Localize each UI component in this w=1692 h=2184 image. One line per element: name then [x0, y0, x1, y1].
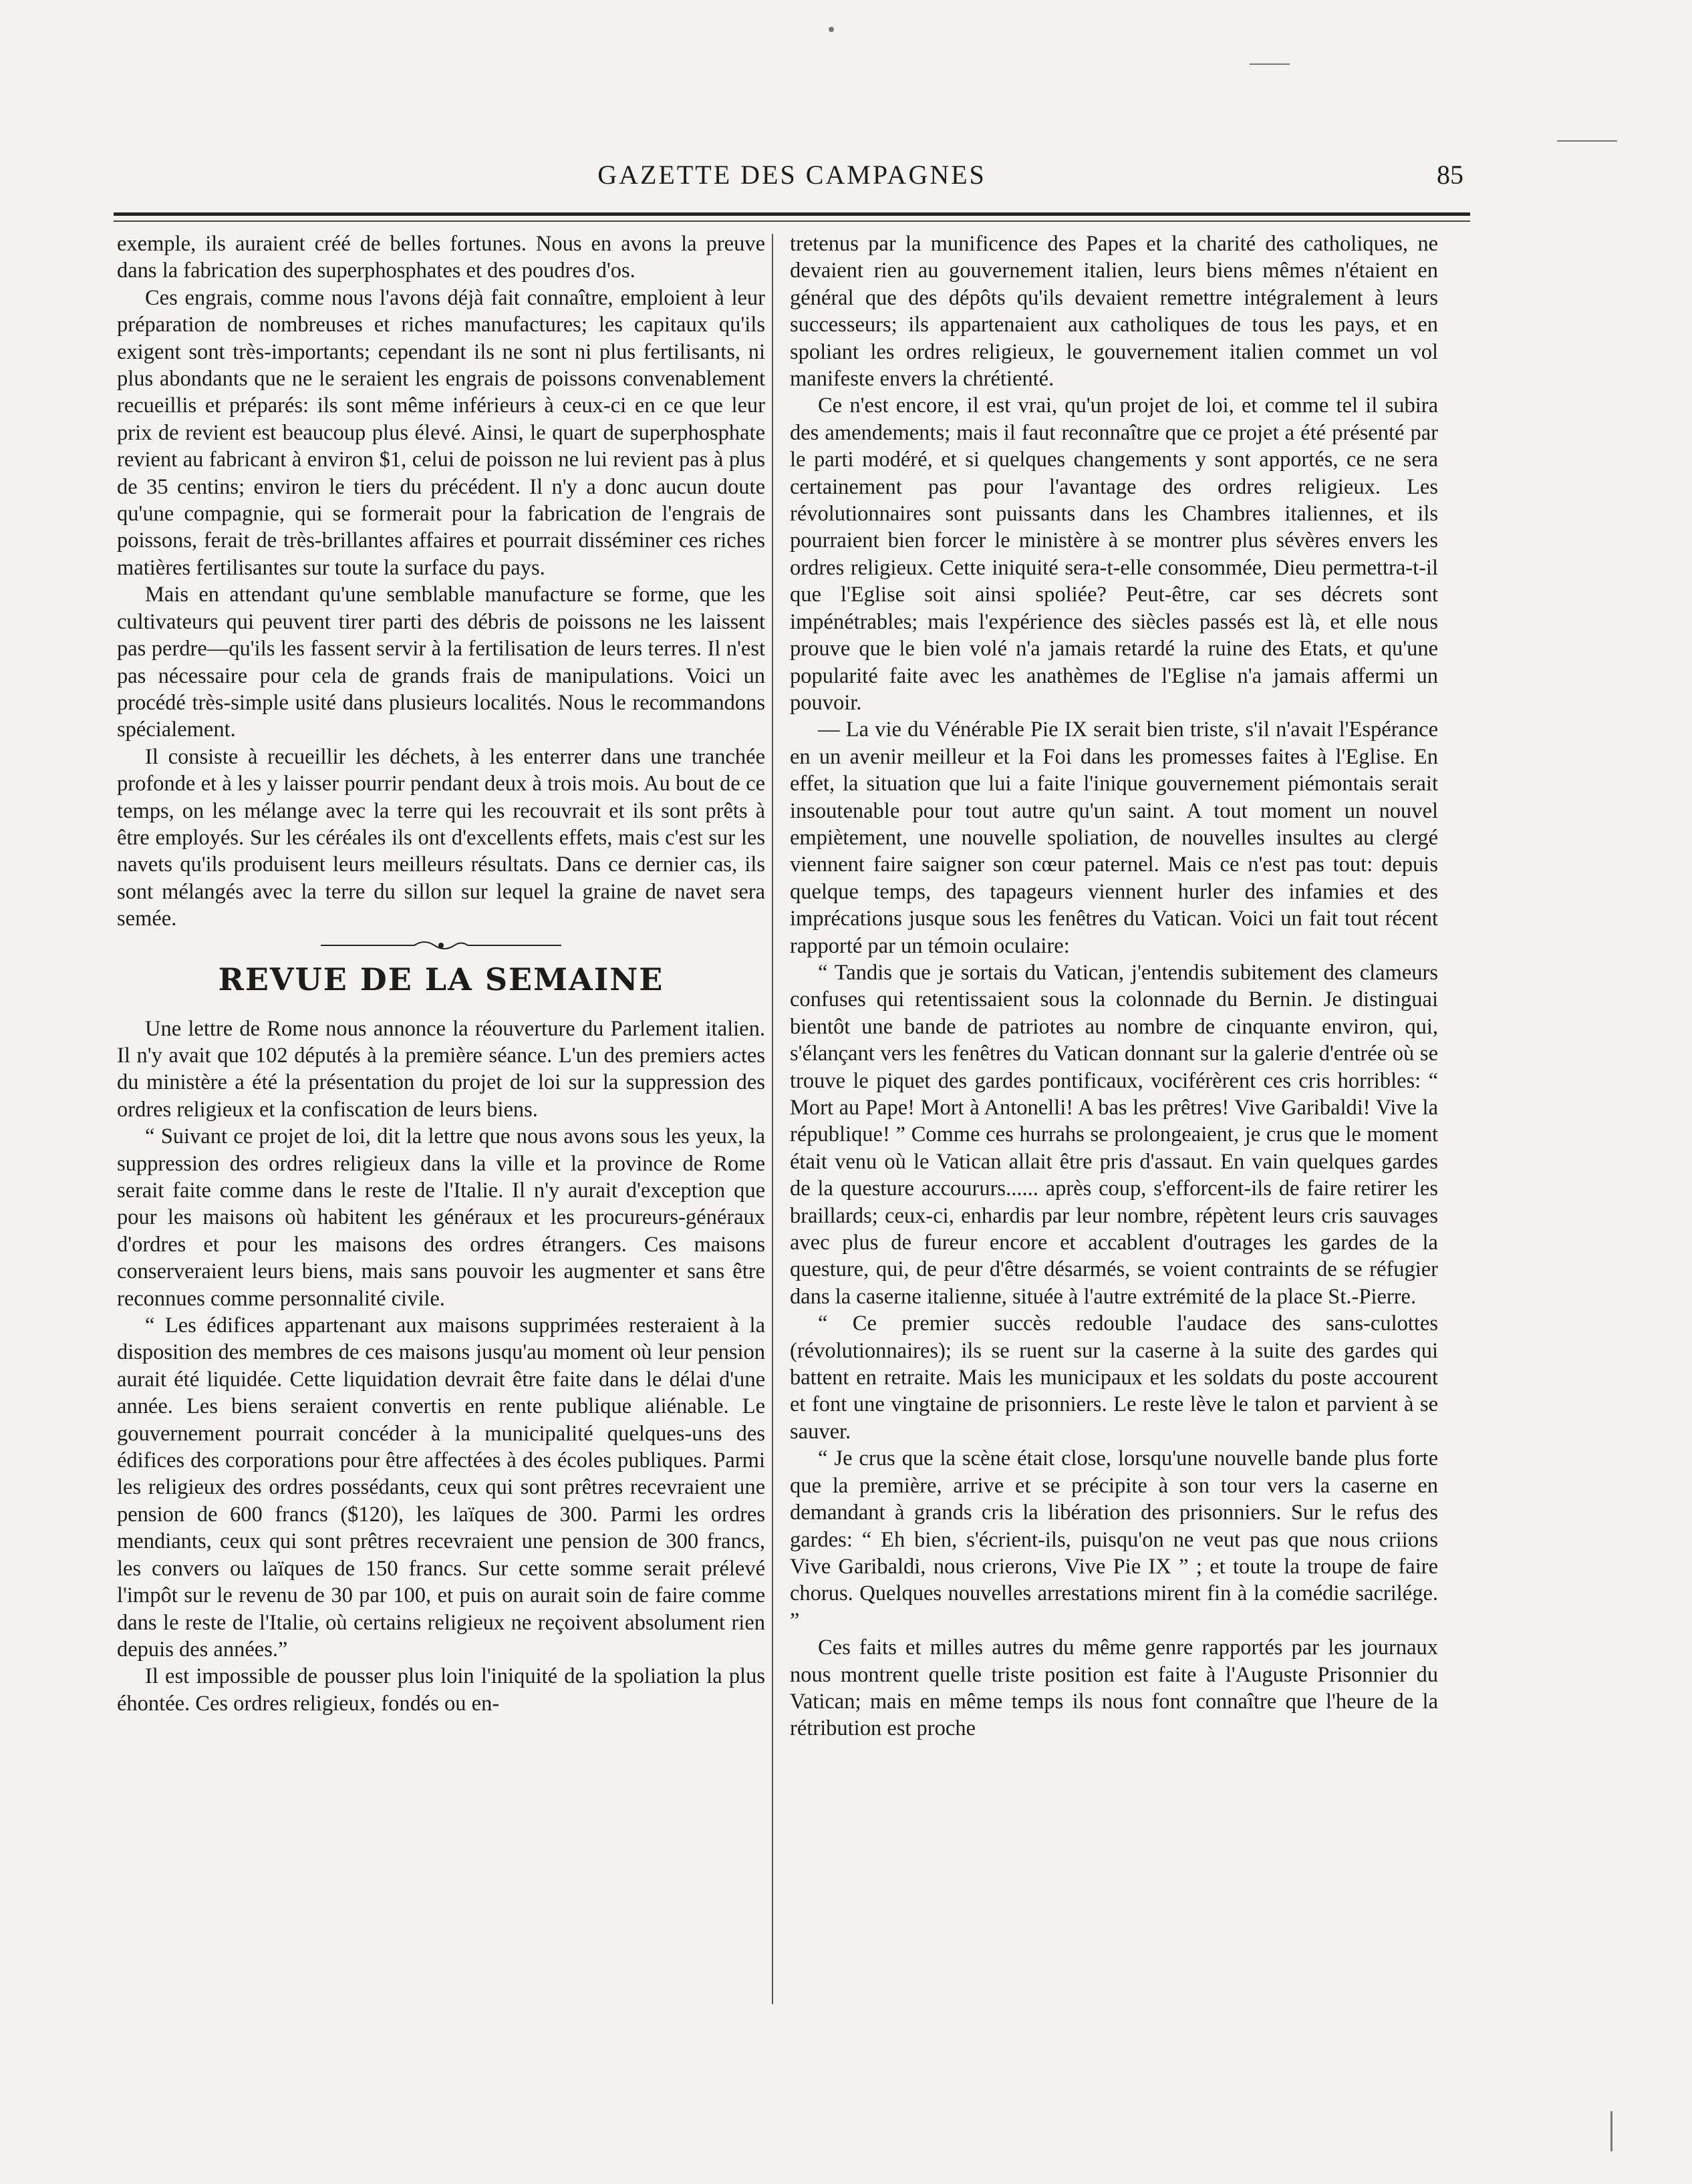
paragraph: Une lettre de Rome nous annonce la réouverture du Parlement italien. Il n'y avait que 102 députés à la première séance. L'un des premiers actes du ministère a été la présentation du projet de loi sur la suppression des ordres religieux et la confiscation de leurs biens.: [117, 1016, 765, 1122]
paragraph: — La vie du Vénérable Pie IX serait bien triste, s'il n'avait l'Espérance en un avenir meilleur et la Foi dans les promesses faites à l'Eglise. En effet, la situation que lui a faite l'inique gouvernement piémontais serait insoutenable pour tout autre qu'un saint. A tout moment un nouvel empiètement, une nouvelle spoliation, de nouvelles insultes au clergé viennent faire saigner son cœur paternel. Mais ce n'est pas tout: depuis quelque temps, des tapageurs viennent hurler des infamies et des imprécations jusque sous les fenêtres du Vatican. Voici un fait tout récent rapporté par un témoin oculaire:: [790, 718, 1438, 958]
page-number: 85: [1437, 160, 1463, 190]
paragraph: Mais en attendant qu'une semblable manufacture se forme, que les cultivateurs qui peuvent tirer parti des débris de poissons ne les laissent pas perdre—qu'ils les fassent servir à la fertilisation de leurs terres. Il n'est pas nécessaire pour cela de grands frais de manipulations. Voici un procédé très-simple usité dans plusieurs localités. Nous le recommandons spécialement.: [117, 583, 765, 742]
paragraph: Ces engrais, comme nous l'avons déjà fait connaître, emploient à leur préparation de nombreuses et riches manufactures; les capitaux qu'ils exigent sont très-importants; cependant ils ne sont ni plus fertilisants, ni plus abondants que ne le seraient les engrais de poissons convenablement recueillis et préparés: ils sont même inférieurs à ceux-ci en ce que leur prix de revient est beaucoup plus élevé. Ainsi, le quart de superphosphate revient au fabricant à environ $1, celui de poisson ne lui revient pas à plus de 35 centins; environ le tiers du précédent. Il n'y a donc aucun doute qu'une compagnie, qui se formerait pour la fabrication de l'engrais de poissons, ferait de très-brillantes affaires et pourrait disséminer ces riches matières fertilisantes sur toute la surface du pays.: [117, 285, 765, 580]
paragraph: “ Tandis que je sortais du Vatican, j'entendis subitement des clameurs confuses qui retentissaient sous la colonnade du Bernin. Je distinguai bientôt une bande de patriotes au nombre de cinquante environ, qui, s'élançant vers les fenêtres du Vatican donnant sur la galerie d'entrée où se trouve le piquet des gardes pontificaux, vociférèrent ces cris horribles: “ Mort au Pape! Mort à Antonelli! A bas les prêtres! Vive Garibaldi! Vive la république! ” Comme ces hurrahs se prolongeaient, je crus que le moment était venu où le Vatican allait être pris d'assaut. En vain quelques gardes de la questure accoururs...... après coup, s'efforcent-ils de faire retirer les braillards; ceux-ci, enhardis par leur nombre, répètent leurs cris sauvages avec plus de fureur encore et accablent d'outrages les gardes de la questure, qui, de peur d'être désarmés, se voient contraints de se réfugier dans la caserne italienne, située à l'autre extrémité de la place St.-Pierre.: [790, 960, 1438, 1309]
paragraph: exemple, ils auraient créé de belles fortunes. Nous en avons la preuve dans la fabrication des superphosphates et des poudres d'os.: [117, 232, 765, 283]
scan-speck: [829, 27, 834, 32]
paragraph: tretenus par la munificence des Papes et la charité des catholiques, ne devaient rien au gouvernement italien, leurs biens mêmes n'étaient en général que des dépôts qu'ils devaient remettre intégralement à leurs successeurs; ils appartenaient aux catholiques de tous les pays, et en spoliant les ordres religieux, le gouvernement italien commet un vol manifeste envers la chrétienté.: [790, 232, 1438, 392]
ornament-divider: [314, 937, 568, 954]
paragraph: “ Je crus que la scène était close, lorsqu'une nouvelle bande plus forte que la première, arrive et se précipite à son tour vers la caserne en demandant à grands cris la libération des prisonniers. Sur le refus des gardes: “ Eh bien, s'écrient-ils, puisqu'on ne veut pas que nous criions Vive Garibaldi, nous crierons, Vive Pie IX ” ; et toute la troupe de faire chorus. Quelques nouvelles arrestations mirent fin à la comédie sacrilége. ”: [790, 1446, 1438, 1633]
newspaper-title: GAZETTE DES CAMPAGNES: [597, 160, 986, 190]
paragraph: Ce n'est encore, il est vrai, qu'un projet de loi, et comme tel il subira des amendements; mais il faut reconnaître que ce projet a été présenté par le parti modéré, et si quelques changements y sont apportés, ce ne sera certainement pas pour l'avantage des ordres religieux. Les révolutionnaires sont puissants dans les Chambres italiennes, et ils pourraient bien forcer le ministère à se montrer plus sévères envers les ordres religieux. Cette iniquité sera-t-elle consommée, Dieu permettra-t-il que l'Eglise soit ainsi spoliée? Peut-être, car ses décrets sont impénétrables; mais l'expérience des siècles passés est là, et elle nous prouve que le bien volé n'a jamais retardé la ruine des Etats, et qu'une popularité faite avec les anathèmes de l'Eglise n'a jamais affermi un pouvoir.: [790, 394, 1438, 715]
header-rule-thin: [114, 220, 1470, 222]
paragraph: “ Suivant ce projet de loi, dit la lettre que nous avons sous les yeux, la suppression des ordres religieux dans la ville et la province de Rome serait faite comme dans le reste de l'Italie. Il n'y aurait d'exception que pour les maisons où habitent les généraux et les procureurs-généraux d'ordres et pour les maisons des ordres étrangers. Ces maisons conserveraient leurs biens, mais sans pouvoir les augmenter et sans être reconnues comme personnalité civile.: [117, 1124, 765, 1311]
scan-speck: [1610, 2111, 1612, 2151]
scan-speck: [1250, 63, 1290, 65]
paragraph: Il est impossible de pousser plus loin l'iniquité de la spoliation la plus éhontée. Ces ordres religieux, fondés ou en-: [117, 1664, 765, 1716]
paragraph: “ Les édifices appartenant aux maisons supprimées resteraient à la disposition des membres de ces maisons jusqu'au moment où leur pension aurait été liquidée. Cette liquidation devrait être faite dans le délai d'une année. Les biens seraient convertis en rente publique aliénable. Le gouvernement pourrait concéder à la municipalité quelques-uns des édifices des corporations pour être affectées à des écoles publiques. Parmi les religieux des ordres possédants, ceux qui sont prêtres recevraient une pension de 600 francs ($120), les laïques de 300. Parmi les ordres mendiants, ceux qui sont prêtres recevraient une pension de 300 francs, les convers ou laïques de 150 francs. Sur cette somme serait prélevé l'impôt sur le revenu de 30 par 100, et puis on aurait soin de faire comme dans le reste de l'Italie, où certains religieux ne reçoivent absolument rien depuis des années.”: [117, 1313, 765, 1662]
right-column: [790, 230, 1438, 1742]
column-divider: [772, 234, 773, 2004]
paragraph: Ces faits et milles autres du même genre rapportés par les journaux nous montrent quelle triste position est faite à l'Auguste Prisonnier du Vatican; mais en même temps ils nous font connaître que l'heure de la rétribution est proche: [790, 1635, 1438, 1741]
paragraph: Il consiste à recueillir les déchets, à les enterrer dans une tranchée profonde et à les y laisser pourrir pendant deux à trois mois. Au bout de ce temps, on les mélange avec la terre qui les recouvrait et ils sont prêts à être employés. Sur les céréales ils ont d'excellents effets, mais c'est sur les navets qu'ils produisent leurs meilleurs résultats. Dans ce dernier cas, ils sont mélangés avec la terre du sillon sur lequel la graine de navet sera semée.: [117, 744, 765, 931]
page-header: [120, 159, 1463, 199]
left-column: [117, 230, 765, 1717]
section-title: REVUE DE LA SEMAINE: [218, 961, 664, 997]
paragraph: “ Ce premier succès redouble l'audace des sans-culottes (révolutionnaires); ils se ruent sur la caserne à la suite des gardes qui battent en retraite. Mais les municipaux et les soldats du poste accourent et font une vingtaine de prisonniers. Le reste lève le talon et parvient à se sauver.: [790, 1311, 1438, 1444]
header-rule-thick: [114, 212, 1470, 216]
scan-speck: [1557, 140, 1617, 142]
